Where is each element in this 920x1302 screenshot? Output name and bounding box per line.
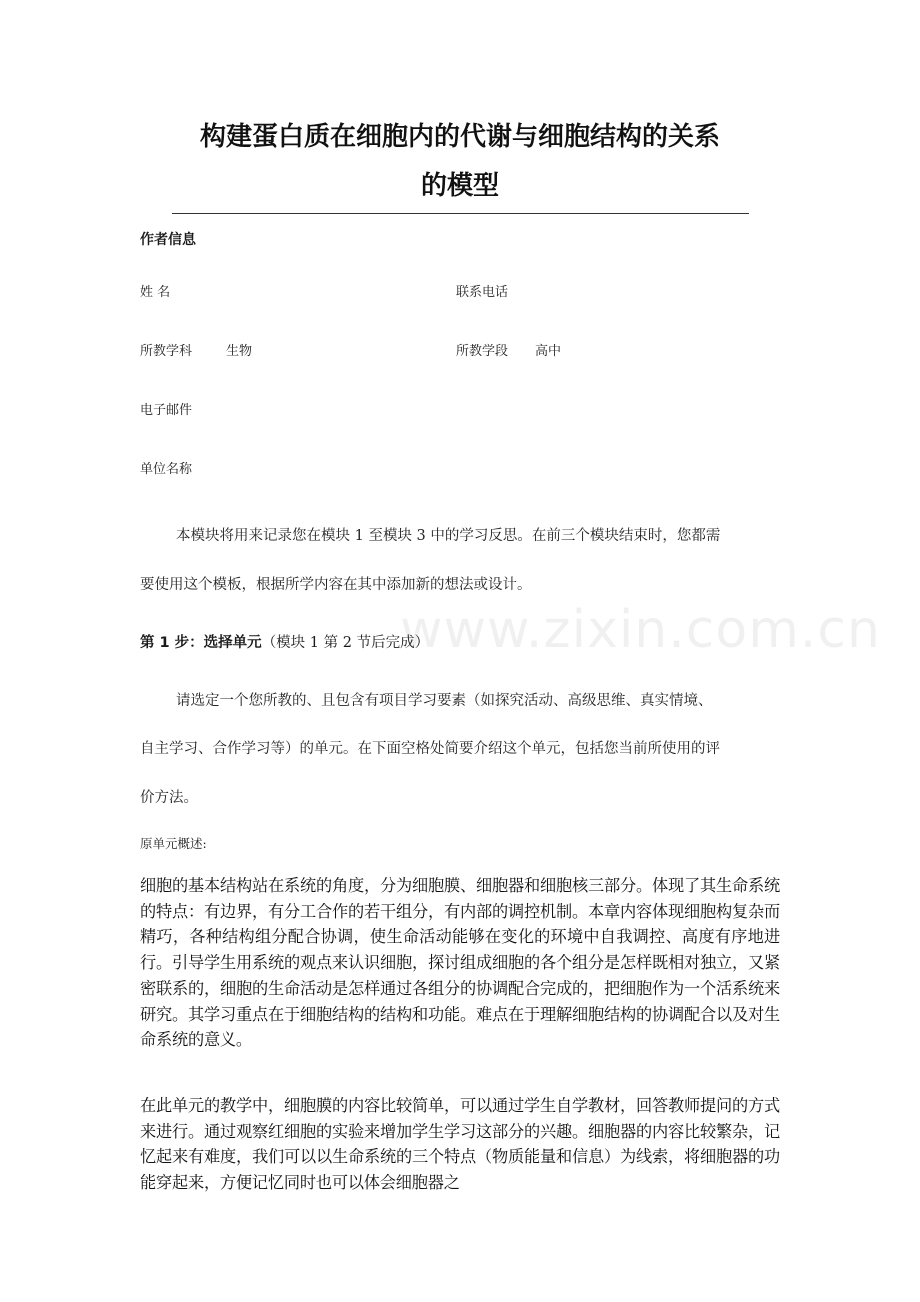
step1-heading xyxy=(140,631,429,652)
title-divider xyxy=(172,213,749,214)
stage-value: 高中 xyxy=(535,344,562,359)
step1-line-1: 请选定一个您所教的、且包含有项目学习要素（如探究活动、高级思维、真实情境、 xyxy=(176,693,713,709)
name-label: 姓 名 xyxy=(140,285,171,300)
document-title-line-1: 构建蛋白质在细胞内的代谢与细胞结构的关系 xyxy=(199,122,720,152)
document-title-line-2: 的模型 xyxy=(420,171,499,201)
stage-label: 所教学段 xyxy=(456,344,509,359)
step1-note: （模块 1 第 2 节后完成） xyxy=(261,635,430,651)
step1-line-2: 自主学习、合作学习等）的单元。在下面空格处简要介绍这个单元，包括您当前所使用的评 xyxy=(140,741,720,757)
subject-label: 所教学科 xyxy=(140,344,193,359)
watermark: www.zixin.com.cn xyxy=(400,600,881,660)
intro-line-1: 本模块将用来记录您在模块 1 至模块 3 中的学习反思。在前三个模块结束时，您都需 xyxy=(176,528,721,544)
email-label: 电子邮件 xyxy=(140,403,193,418)
overview-paragraph-1: 细胞的基本结构站在系统的角度，分为细胞膜、细胞器和细胞核三部分。体现了其生命系统的特点：有边界，有分工合作的若干组分，有内部的调控机制。本章内容体现细胞构复杂而精巧，各种结构组分配合协调，使生命活动能够在变化的环境中自我调控、高度有序地进行。引导学生用系统的观点来认识细胞，探讨组成细胞的各个组分是怎样既相对独立，又紧密联系的，细胞的生命活动是怎样通过各组分的协调配合完成的，把细胞作为一个活系统来研究。其学习重点在于细胞结构的结构和功能。难点在于理解细胞结构的协调配合以及对生命系统的意义。 xyxy=(140,876,780,1050)
step1-line-3: 价方法。 xyxy=(140,790,198,806)
org-label: 单位名称 xyxy=(140,462,193,477)
overview-paragraph-2: 在此单元的教学中，细胞膜的内容比较简单，可以通过学生自学教材，回答教师提问的方式来进行。通过观察红细胞的实验来增加学生学习这部分的兴趣。细胞器的内容比较繁杂，记忆起来有难度，我们可以以生命系统的三个特点（物质能量和信息）为线索，将细胞器的功能穿起来，方便记忆同时也可以体会细胞器之 xyxy=(140,1096,780,1193)
overview-label: 原单元概述: xyxy=(140,836,207,851)
intro-line-2: 要使用这个模板，根据所学内容在其中添加新的想法或设计。 xyxy=(140,577,532,593)
author-info-heading: 作者信息 xyxy=(140,232,196,248)
step1-title: 第 1 步：选择单元 xyxy=(140,635,262,651)
phone-label: 联系电话 xyxy=(456,285,509,300)
subject-value: 生物 xyxy=(226,344,253,359)
